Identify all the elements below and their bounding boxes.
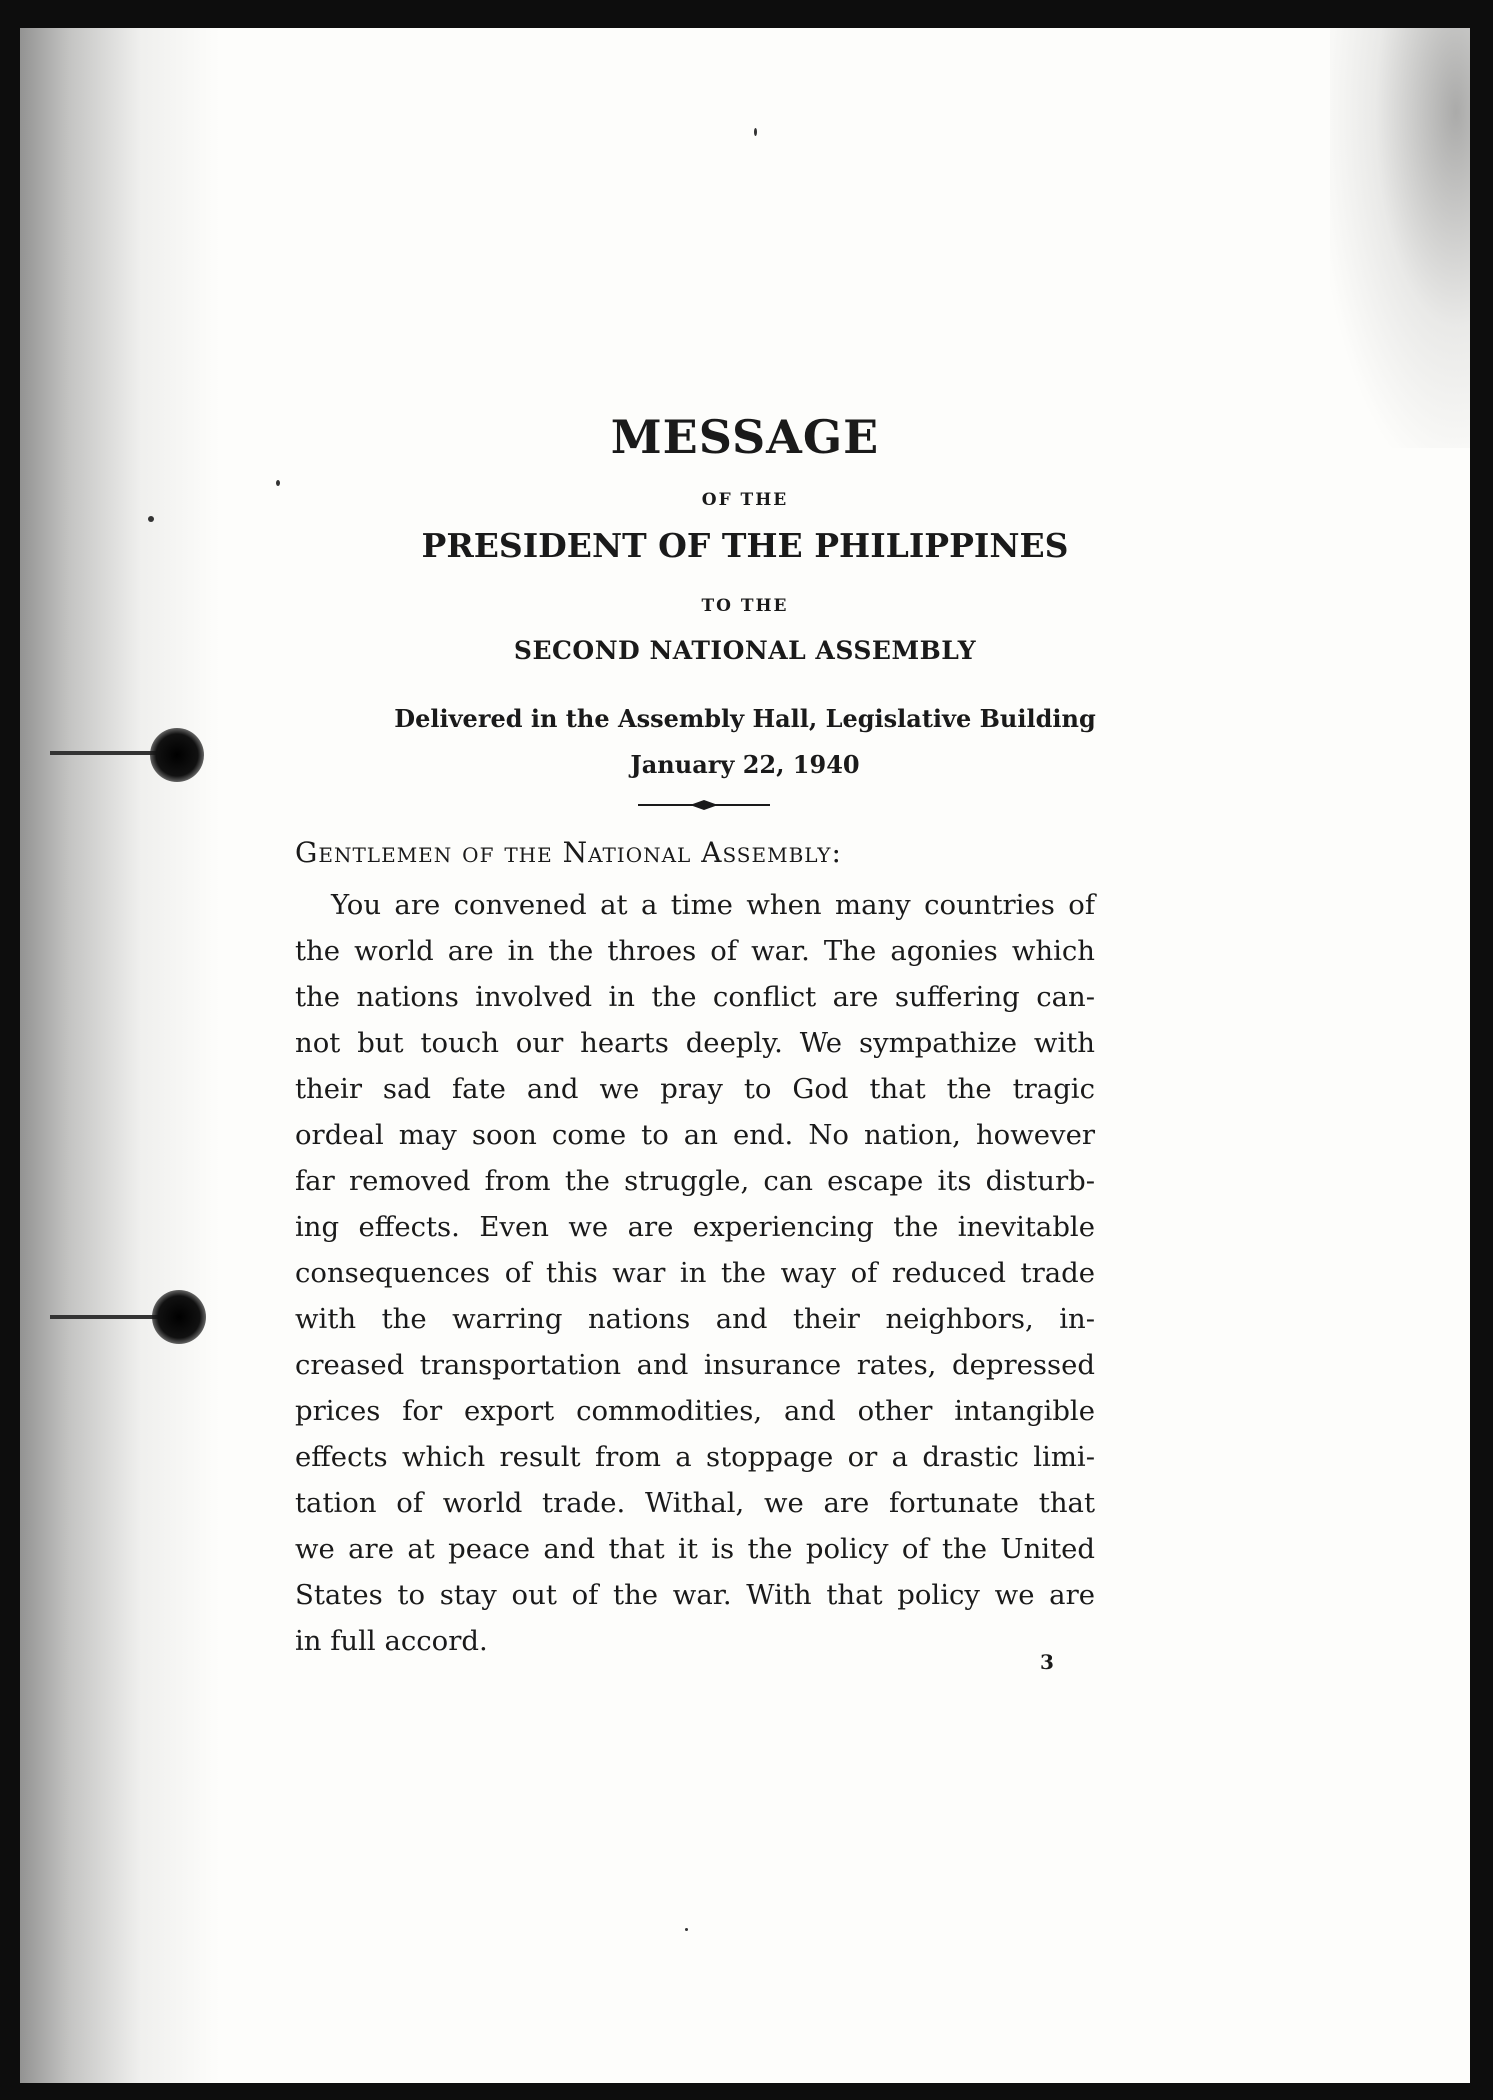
- subtitle-to-the: TO THE: [701, 596, 789, 616]
- body-line: consequences of this war in the way of reduced trade: [295, 1257, 1095, 1289]
- subtitle-president: PRESIDENT OF THE PHILIPPINES: [421, 526, 1069, 565]
- body-line: in full accord.: [295, 1625, 488, 1657]
- scan-smudge-right: [1330, 28, 1470, 448]
- body-line: tation of world trade. Withal, we are fortunate that: [295, 1487, 1095, 1519]
- body-line: far removed from the struggle, can escape its disturb-: [295, 1165, 1095, 1197]
- punch-hole-lower: [152, 1290, 206, 1344]
- speck: [685, 1928, 688, 1931]
- body-line: ordeal may soon come to an end. No nation, however: [295, 1119, 1095, 1151]
- scan-smudge-left: [20, 28, 220, 2083]
- document-title: MESSAGE: [610, 410, 880, 464]
- page-number: 3: [1040, 1650, 1054, 1674]
- delivery-date: January 22, 1940: [630, 750, 860, 779]
- body-line: effects which result from a stoppage or a drastic limi-: [295, 1441, 1095, 1473]
- subtitle-assembly: SECOND NATIONAL ASSEMBLY: [513, 636, 977, 665]
- body-line: not but touch our hearts deeply. We sympathize with: [295, 1027, 1095, 1059]
- speck: [148, 516, 154, 522]
- body-line: prices for export commodities, and other intangible: [295, 1395, 1095, 1427]
- body-line: with the warring nations and their neighbors, in-: [295, 1303, 1095, 1335]
- speck: [276, 480, 280, 486]
- salutation: Gentlemen of the National Assembly:: [295, 836, 842, 869]
- body-line: the nations involved in the conflict are suffering can-: [295, 981, 1095, 1013]
- body-line: we are at peace and that it is the policy of the United: [295, 1533, 1095, 1565]
- body-paragraph: [295, 882, 1095, 1664]
- body-line: the world are in the throes of war. The agonies which: [295, 935, 1095, 967]
- speck: [754, 128, 757, 136]
- subtitle-of-the: OF THE: [701, 490, 789, 510]
- document-page: [20, 28, 1470, 2083]
- delivery-location: Delivered in the Assembly Hall, Legislative Building: [394, 704, 1096, 733]
- body-line: their sad fate and we pray to God that the tragic: [295, 1073, 1095, 1105]
- body-line: ing effects. Even we are experiencing the inevitable: [295, 1211, 1095, 1243]
- body-line: You are convened at a time when many countries of: [331, 889, 1095, 921]
- ornament-divider: [638, 798, 770, 812]
- body-line: States to stay out of the war. With that policy we are: [295, 1579, 1095, 1611]
- body-line: creased transportation and insurance rates, depressed: [295, 1349, 1095, 1381]
- hole-line-lower: [50, 1315, 165, 1319]
